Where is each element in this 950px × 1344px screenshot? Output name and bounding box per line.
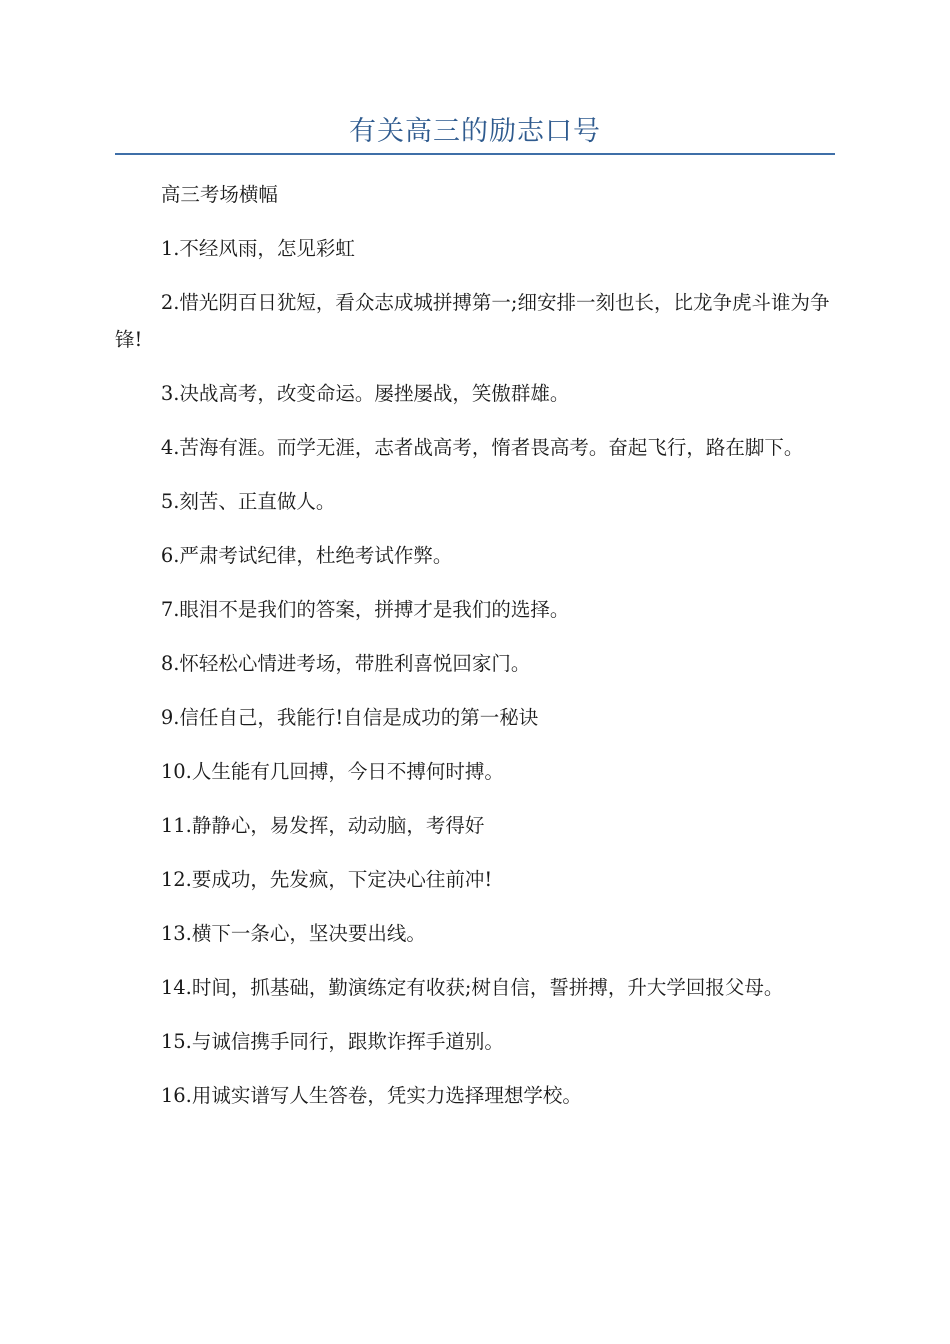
document-title: 有关高三的励志口号 (349, 116, 601, 147)
slogan-item: 1.不经风雨，怎见彩虹 (160, 237, 355, 260)
slogan-item: 4.苦海有涯。而学无涯，志者战高考，惰者畏高考。奋起飞行，路在脚下。 (160, 436, 804, 459)
slogan-item: 10.人生能有几回搏，今日不搏何时搏。 (160, 760, 504, 783)
slogan-item: 13.横下一条心，坚决要出线。 (160, 922, 426, 945)
slogan-item: 7.眼泪不是我们的答案，拼搏才是我们的选择。 (160, 598, 570, 621)
slogan-item: 9.信任自己，我能行!自信是成功的第一秘诀 (160, 706, 539, 729)
slogan-item: 16.用诚实谱写人生答卷，凭实力选择理想学校。 (160, 1084, 582, 1107)
slogan-item: 2.惜光阴百日犹短，看众志成城拼搏第一;细安排一刻也长，比龙争虎斗谁为争锋! (115, 291, 830, 351)
slogan-item: 15.与诚信携手同行，跟欺诈挥手道别。 (160, 1030, 504, 1053)
slogan-item: 5.刻苦、正直做人。 (160, 490, 336, 513)
section-heading: 高三考场横幅 (160, 183, 278, 206)
slogan-item: 11.静静心，易发挥，动动脑，考得好 (160, 814, 485, 837)
document-body (115, 176, 835, 1131)
title-underline (115, 153, 835, 155)
slogan-item: 3.决战高考，改变命运。屡挫屡战，笑傲群雄。 (160, 382, 570, 405)
slogan-item: 8.怀轻松心情进考场，带胜利喜悦回家门。 (160, 652, 531, 675)
slogan-item: 12.要成功，先发疯，下定决心往前冲! (160, 868, 493, 891)
slogan-item: 14.时间，抓基础，勤演练定有收获;树自信，誓拼搏，升大学回报父母。 (160, 976, 784, 999)
slogan-item: 6.严肃考试纪律，杜绝考试作弊。 (160, 544, 453, 567)
